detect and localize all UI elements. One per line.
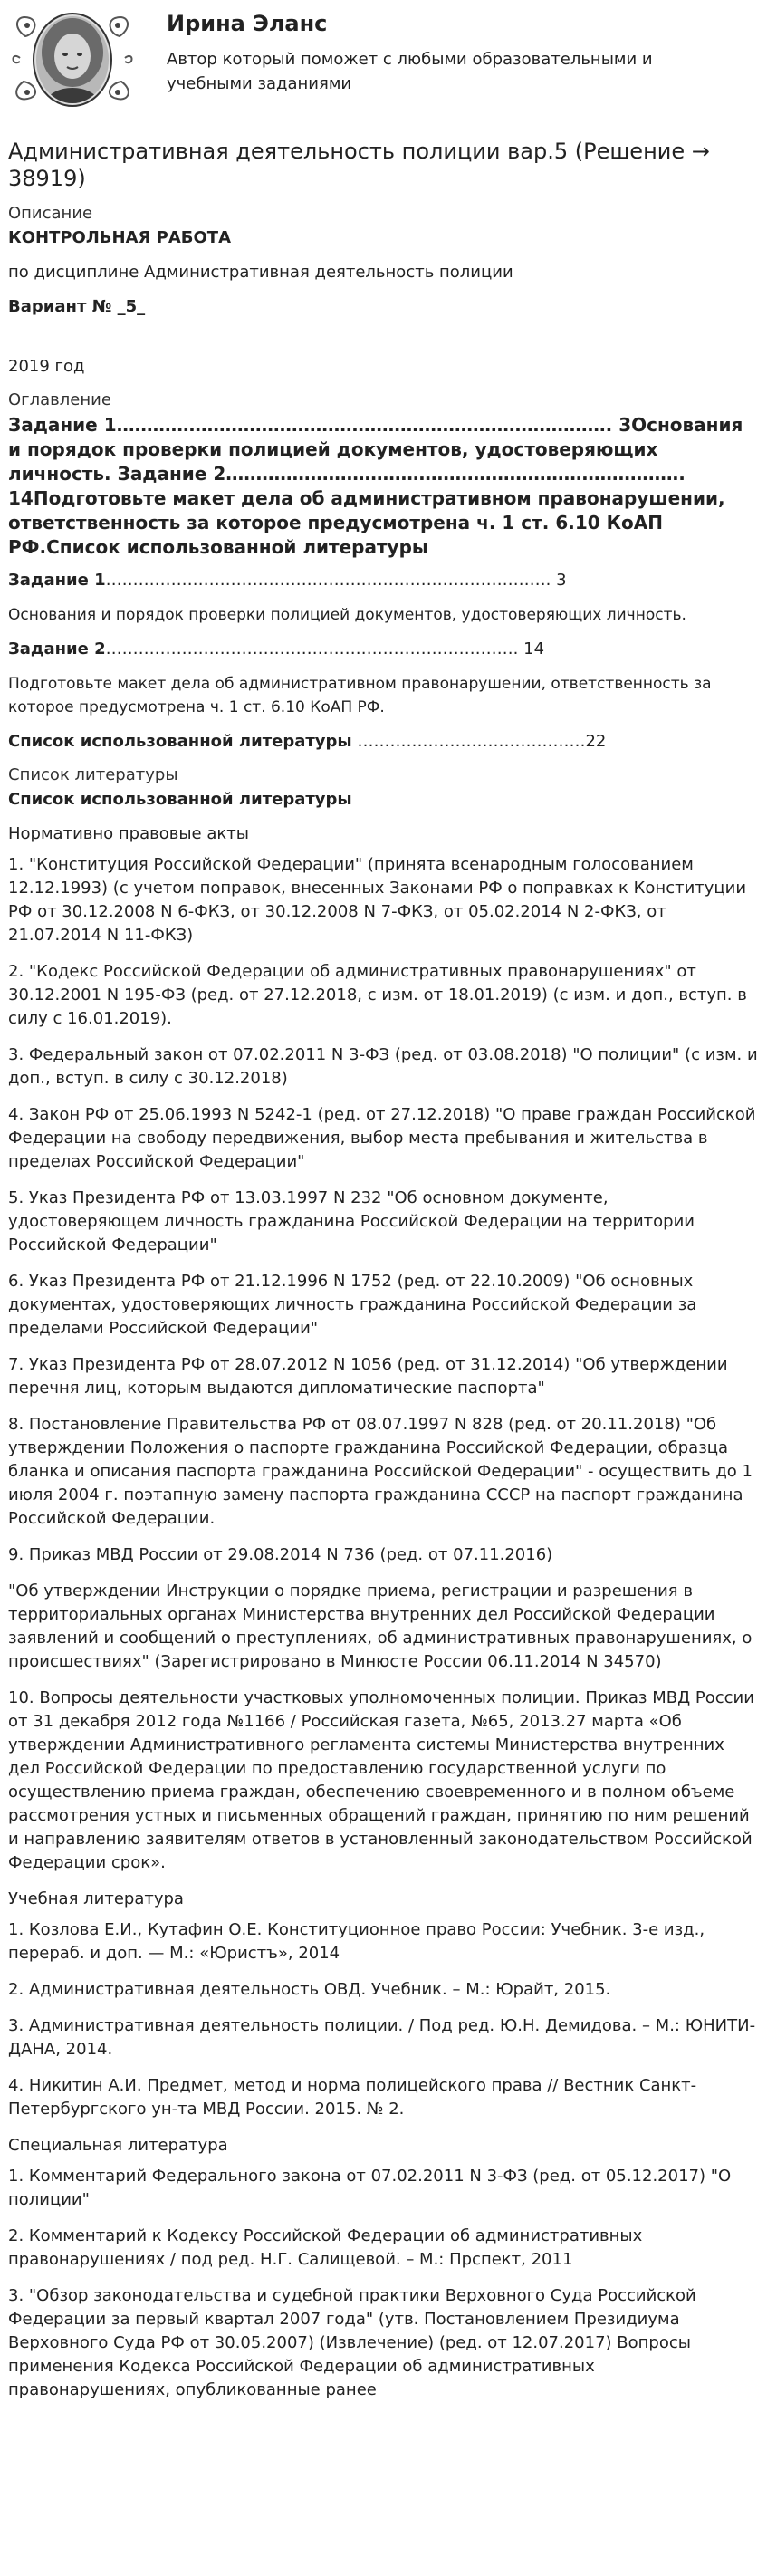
list-item: 4. Закон РФ от 25.06.1993 N 5242-1 (ред. от 27.12.2018) "О праве граждан Российской Федерации на свободу передвижения, выбор места пребывания и жительства в пределах Российской Федерации"	[8, 1105, 756, 1171]
list-item: 3. Федеральный закон от 07.02.2011 N 3-ФЗ (ред. от 03.08.2018) "О полиции" (с изм. и доп., вступ. в силу с 30.12.2018)	[8, 1045, 758, 1088]
toc-dots: ……………………………………22	[351, 732, 607, 751]
toc-label: Оглавление	[8, 390, 111, 409]
list-item: 4. Никитин А.И. Предмет, метод и норма полицейского права // Вестник Санкт-Петербургского ун-та МВД России. 2015. № 2.	[8, 2076, 697, 2119]
list-item: 10. Вопросы деятельности участковых уполномоченных полиции. Приказ МВД России от 31 декабря 2012 года №1166 / Российская газета, №65, 2013.27 марта «Об утверждении Административного регламента системы Министерства внутренних дел Российской Федерации по предоставлению государственной услуги по осуществлению приема граждан, обеспечению своевременного и в полном объеме рассмотрения устных и письменных обращений граждан, принятию по ним решений и направлению заявителям ответов в установленный законодательством Российской Федерации срок».	[8, 1688, 754, 1872]
toc-description: Подготовьте макет дела об административном правонарушении, ответственность за которое предусмотрена ч. 1 ст. 6.10 КоАП РФ.	[8, 675, 712, 716]
list-item: 6. Указ Президента РФ от 21.12.1996 N 1752 (ред. от 22.10.2009) "Об основных документах, удостоверяющих личность гражданина Российской Федерации за пределами Российской Федерации"	[8, 1272, 697, 1338]
educational-label: Учебная литература	[8, 1889, 184, 1908]
list-item: 2. Комментарий к Кодексу Российской Федерации об административных правонарушениях / под ред. Н.Г. Салищевой. – М.: Прспект, 2011	[8, 2226, 643, 2269]
list-item: "Об утверждении Инструкции о порядке приема, регистрации и разрешения в территориальных органах Министерства внутренних дел Российской Федерации заявлений и сообщений о преступлениях, об административных правонарушениях, о происшествиях" (Зарегистрировано в Минюсте России 06.11.2014 N 34570)	[8, 1581, 753, 1671]
list-item: 9. Приказ МВД России от 29.08.2014 N 736 (ред. от 07.11.2016)	[8, 1545, 553, 1564]
list-item: 3. "Обзор законодательства и судебной практики Верховного Суда Российской Федерации за первый квартал 2007 года" (утв. Постановлением Президиума Верховного Суда РФ от 30.05.2007) (Извлечение) (ред. от 12.07.2017) Вопросы применения Кодекса Российской Федерации об административных правонарушениях, опубликованные ранее	[8, 2286, 696, 2399]
special-label: Специальная литература	[8, 2136, 228, 2155]
list-item: 5. Указ Президента РФ от 13.03.1997 N 232 "Об основном документе, удостоверяющем личность гражданина Российской Федерации на территории Российской Федерации"	[8, 1188, 695, 1254]
list-item: 1. Козлова Е.И., Кутафин О.Е. Конституционное право России: Учебник. 3-е изд., перераб. и доп. — М.: «Юристъ», 2014	[8, 1920, 705, 1963]
author-name[interactable]: Ирина Эланс	[167, 11, 328, 36]
document-title: Административная деятельность полиции вар.5 (Решение → 38919)	[8, 139, 710, 191]
list-item: 2. Административная деятельность ОВД. Учебник. – М.: Юрайт, 2015.	[8, 1980, 611, 1999]
toc-title: Задание 2	[8, 639, 106, 658]
document-heading: КОНТРОЛЬНАЯ РАБОТА	[8, 228, 231, 247]
toc-dots: …………………………………………………………………. 14	[105, 639, 545, 658]
toc-item	[8, 638, 759, 661]
description-label: Описание	[8, 204, 93, 223]
toc-description: Основания и порядок проверки полицией документов, удостоверяющих личность.	[8, 606, 686, 624]
toc-title: Список использованной литературы	[8, 732, 352, 751]
toc-dots: ………………………………………………………………………. 3	[105, 571, 567, 590]
variant-text: Вариант № _5_	[8, 297, 146, 316]
year-text: 2019 год	[8, 357, 85, 376]
list-item: 3. Административная деятельность полиции. / Под ред. Ю.Н. Демидова. – М.: ЮНИТИ-ДАНА, 2014.	[8, 2016, 756, 2059]
toc-bold-block: Задание 1………………………………………………………………………. 3Основания и порядок проверки полицией документов, удостоверяющих личность. Задание 2…………………………………………………………………. 14Подготовьте макет дела об административном правонарушении, ответственность за которое предусмотрена ч. 1 ст. 6.10 КоАП РФ.Список использованной литературы	[8, 414, 743, 558]
toc-title: Задание 1	[8, 571, 106, 590]
list-item: 1. Комментарий Федерального закона от 07.02.2011 N 3-ФЗ (ред. от 05.12.2017) "О полиции"	[8, 2167, 732, 2209]
discipline-text: по дисциплине Административная деятельность полиции	[8, 263, 513, 282]
list-item: 1. "Конституция Российской Федерации" (принята всенародным голосованием 12.12.1993) (с учетом поправок, внесенных Законами РФ о поправках к Конституции РФ от 30.12.2008 N 6-ФКЗ, от 30.12.2008 N 7-ФКЗ, от 05.02.2014 N 2-ФКЗ, от 21.07.2014 N 11-ФКЗ)	[8, 855, 747, 945]
normative-label: Нормативно правовые акты	[8, 824, 249, 843]
author-avatar[interactable]	[7, 9, 138, 107]
toc-item	[8, 730, 759, 754]
author-card	[0, 0, 767, 125]
document-content	[0, 138, 767, 2402]
list-item: 2. "Кодекс Российской Федерации об административных правонарушениях" от 30.12.2001 N 195-ФЗ (ред. от 27.12.2018, с изм. от 18.01.2019) (с изм. и доп., вступ. в силу с 16.01.2019).	[8, 962, 747, 1028]
list-item: 7. Указ Президента РФ от 28.07.2012 N 1056 (ред. от 31.12.2014) "Об утверждении перечня лиц, которым выдаются дипломатические паспорта"	[8, 1355, 728, 1398]
author-description: Автор который поможет с любыми образовательными и учебными заданиями	[167, 50, 653, 93]
literature-heading: Список использованной литературы	[8, 790, 352, 809]
toc-item	[8, 569, 759, 592]
literature-label: Список литературы	[8, 765, 178, 784]
list-item: 8. Постановление Правительства РФ от 08.07.1997 N 828 (ред. от 20.11.2018) "Об утверждении Положения о паспорте гражданина Российской Федерации, образца бланка и описания паспорта гражданина Российской Федерации" - осуществить до 1 июля 2004 г. поэтапную замену паспорта гражданина СССР на паспорт гражданина Российской Федерации.	[8, 1415, 753, 1528]
